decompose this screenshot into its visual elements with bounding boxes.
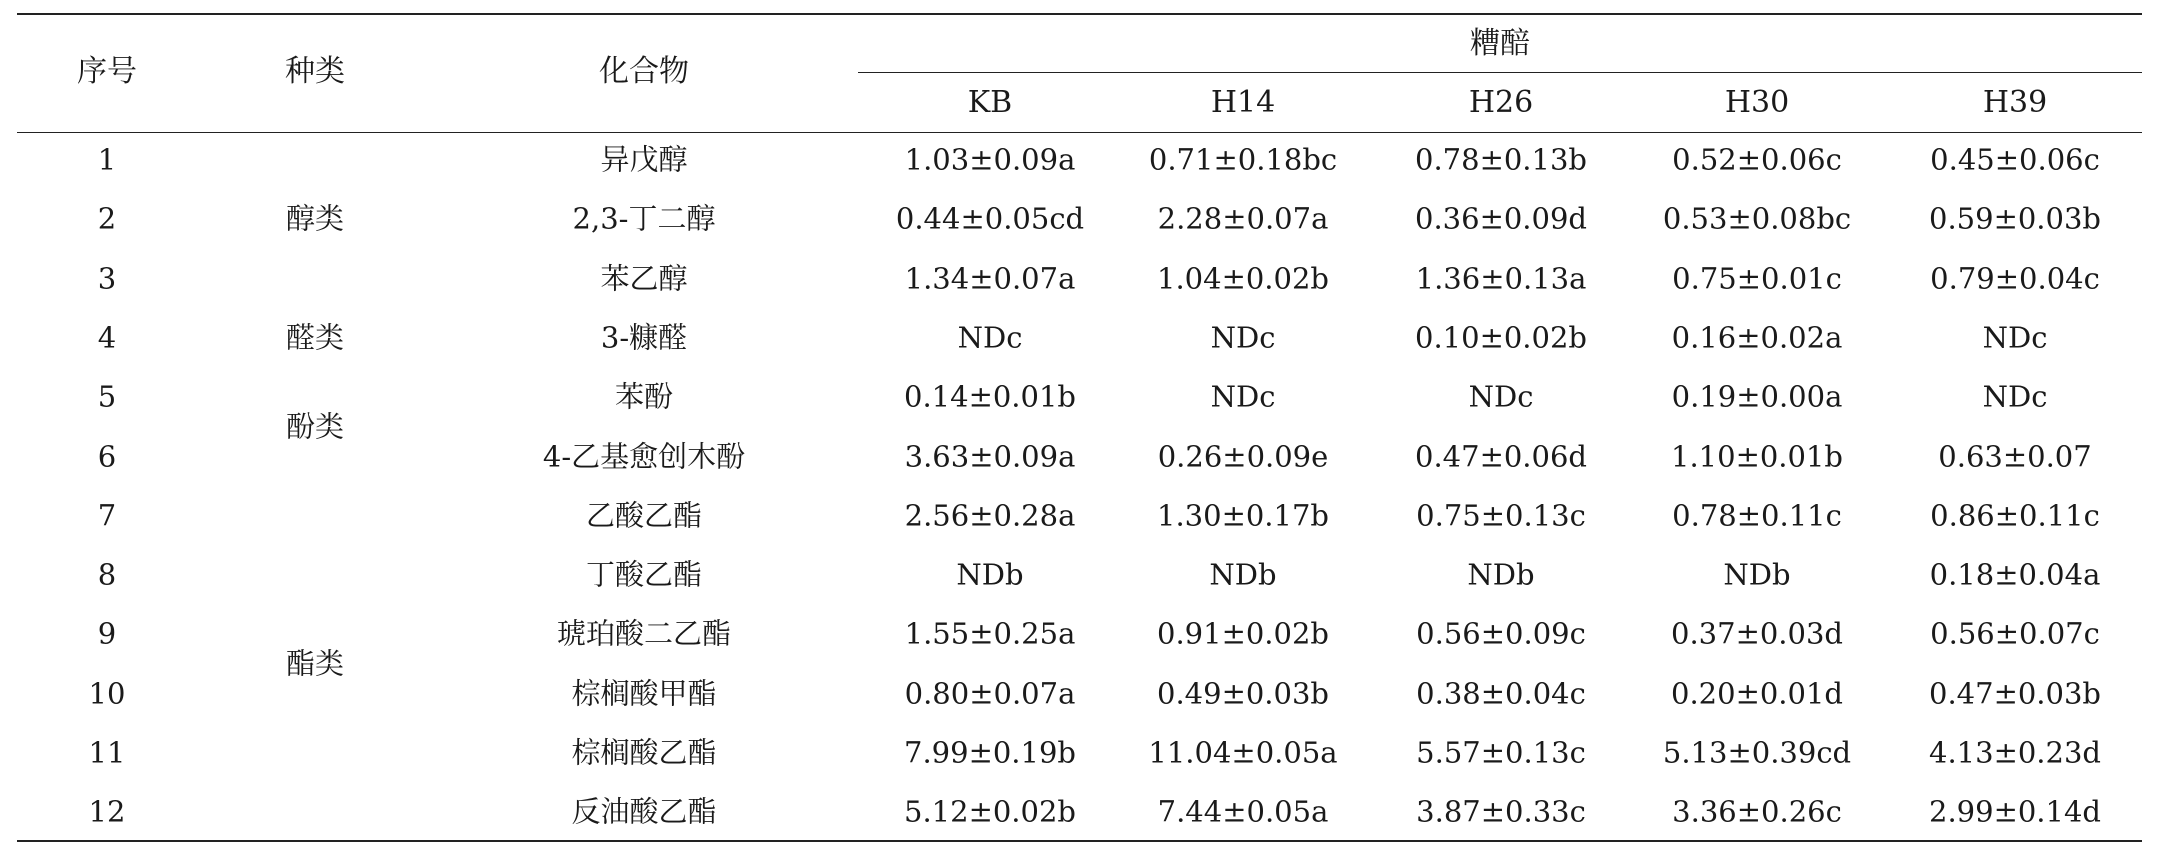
value-cell: 11.04±0.05a (1148, 735, 1338, 770)
value-cell: 7.44±0.05a (1157, 794, 1329, 829)
value-cell: NDc (1210, 320, 1276, 355)
value-cell: 0.26±0.09e (1157, 439, 1329, 473)
value-cell: 0.47±0.03b (1928, 676, 2102, 711)
value-cell: 0.56±0.07c (1930, 616, 2100, 651)
value-cell: 0.75±0.13c (1416, 498, 1586, 533)
value-cell: 0.45±0.06c (1930, 142, 2100, 177)
group-rule (858, 72, 2142, 73)
value-cell: 2.99±0.14d (1928, 794, 2102, 829)
value-cell: 0.56±0.09c (1416, 616, 1586, 651)
value-cell: 0.10±0.02b (1414, 320, 1588, 355)
row-index: 7 (97, 498, 117, 533)
value-cell: 5.13±0.39cd (1662, 735, 1852, 770)
value-cell: 4.13±0.23d (1928, 735, 2102, 770)
compound-name: 2,3-丁二醇 (572, 201, 716, 236)
value-cell: 0.14±0.01b (903, 379, 1077, 414)
row-index: 1 (97, 142, 117, 177)
row-index: 9 (97, 616, 117, 651)
compound-name: 异戊醇 (600, 142, 688, 177)
value-cell: NDc (1468, 379, 1534, 414)
value-cell: 0.59±0.03b (1928, 201, 2102, 236)
compound-name: 丁酸乙酯 (585, 557, 703, 592)
value-cell: 5.12±0.02b (903, 794, 1077, 829)
value-cell: NDb (1723, 557, 1791, 592)
value-cell: 0.44±0.05cd (895, 201, 1085, 236)
row-index: 6 (97, 439, 117, 473)
value-cell: 1.10±0.01b (1670, 439, 1844, 473)
value-cell: 0.63±0.07 (1938, 439, 2092, 473)
row-index: 8 (97, 557, 117, 592)
row-index: 4 (97, 320, 117, 355)
value-cell: 0.86±0.11c (1930, 498, 2100, 533)
value-cell: 0.78±0.13b (1414, 142, 1588, 177)
category-label: 酚类 (285, 409, 345, 444)
row-index: 5 (97, 379, 117, 414)
row-index: 3 (97, 261, 117, 296)
compound-name: 琥珀酸二乙酯 (556, 616, 732, 651)
value-cell: NDb (956, 557, 1024, 592)
value-cell: 0.37±0.03d (1670, 616, 1844, 651)
value-cell: 0.36±0.09d (1414, 201, 1588, 236)
value-cell: 0.19±0.00a (1671, 379, 1843, 414)
value-cell: 1.55±0.25a (904, 616, 1076, 651)
compound-name: 3-糠醛 (600, 320, 688, 355)
row-index: 12 (88, 794, 126, 829)
value-cell: NDb (1467, 557, 1535, 592)
header-compound: 化合物 (599, 54, 689, 89)
value-cell: NDc (1210, 379, 1276, 414)
value-cell: 0.38±0.04c (1416, 676, 1586, 711)
compound-name: 苯酚 (614, 379, 674, 414)
value-cell: 0.78±0.11c (1672, 498, 1842, 533)
value-cell: 3.87±0.33c (1416, 794, 1586, 829)
value-cell: 0.47±0.06d (1414, 439, 1588, 473)
value-cell: 0.91±0.02b (1156, 616, 1330, 651)
header-sample-kb: KB (967, 85, 1013, 120)
value-cell: 1.03±0.09a (904, 142, 1076, 177)
value-cell: 0.53±0.08bc (1662, 201, 1852, 236)
header-group: 糟醅 (1470, 26, 1530, 61)
compound-name: 棕榈酸甲酯 (571, 676, 717, 711)
header-sample-h14: H14 (1210, 85, 1276, 120)
value-cell: 2.28±0.07a (1157, 201, 1329, 236)
header-category: 种类 (285, 54, 345, 89)
value-cell: 1.34±0.07a (904, 261, 1076, 296)
value-cell: 0.80±0.07a (904, 676, 1076, 711)
compound-name: 反油酸乙酯 (571, 794, 717, 829)
header-sample-h30: H30 (1724, 85, 1790, 120)
row-index: 11 (88, 735, 126, 770)
value-cell: 1.30±0.17b (1156, 498, 1330, 533)
header-sample-h39: H39 (1982, 85, 2048, 120)
top-rule (17, 13, 2142, 15)
compound-name: 棕榈酸乙酯 (571, 735, 717, 770)
bottom-rule (17, 840, 2142, 842)
value-cell: NDc (1982, 320, 2048, 355)
header-rule (17, 132, 2142, 133)
row-index: 10 (88, 676, 126, 711)
value-cell: 7.99±0.19b (903, 735, 1077, 770)
header-index: 序号 (77, 54, 137, 89)
header-sample-h26: H26 (1468, 85, 1534, 120)
value-cell: NDc (1982, 379, 2048, 414)
value-cell: 0.49±0.03b (1156, 676, 1330, 711)
category-label: 醛类 (285, 320, 345, 355)
value-cell: 0.16±0.02a (1671, 320, 1843, 355)
value-cell: 5.57±0.13c (1416, 735, 1586, 770)
value-cell: 0.79±0.04c (1930, 261, 2100, 296)
value-cell: 0.52±0.06c (1672, 142, 1842, 177)
value-cell: 1.04±0.02b (1156, 261, 1330, 296)
value-cell: 0.75±0.01c (1672, 261, 1842, 296)
compound-name: 4-乙基愈创木酚 (542, 439, 746, 473)
value-cell: NDb (1209, 557, 1277, 592)
category-label: 酯类 (285, 646, 345, 681)
compound-name: 乙酸乙酯 (585, 498, 703, 533)
row-index: 2 (97, 201, 117, 236)
value-cell: 3.36±0.26c (1672, 794, 1842, 829)
value-cell: 3.63±0.09a (904, 439, 1076, 473)
compound-name: 苯乙醇 (600, 261, 688, 296)
value-cell: 0.18±0.04a (1929, 557, 2101, 592)
value-cell: 1.36±0.13a (1415, 261, 1587, 296)
value-cell: 0.71±0.18bc (1148, 142, 1338, 177)
category-label: 醇类 (285, 201, 345, 236)
value-cell: 2.56±0.28a (904, 498, 1076, 533)
value-cell: 0.20±0.01d (1670, 676, 1844, 711)
value-cell: NDc (957, 320, 1023, 355)
